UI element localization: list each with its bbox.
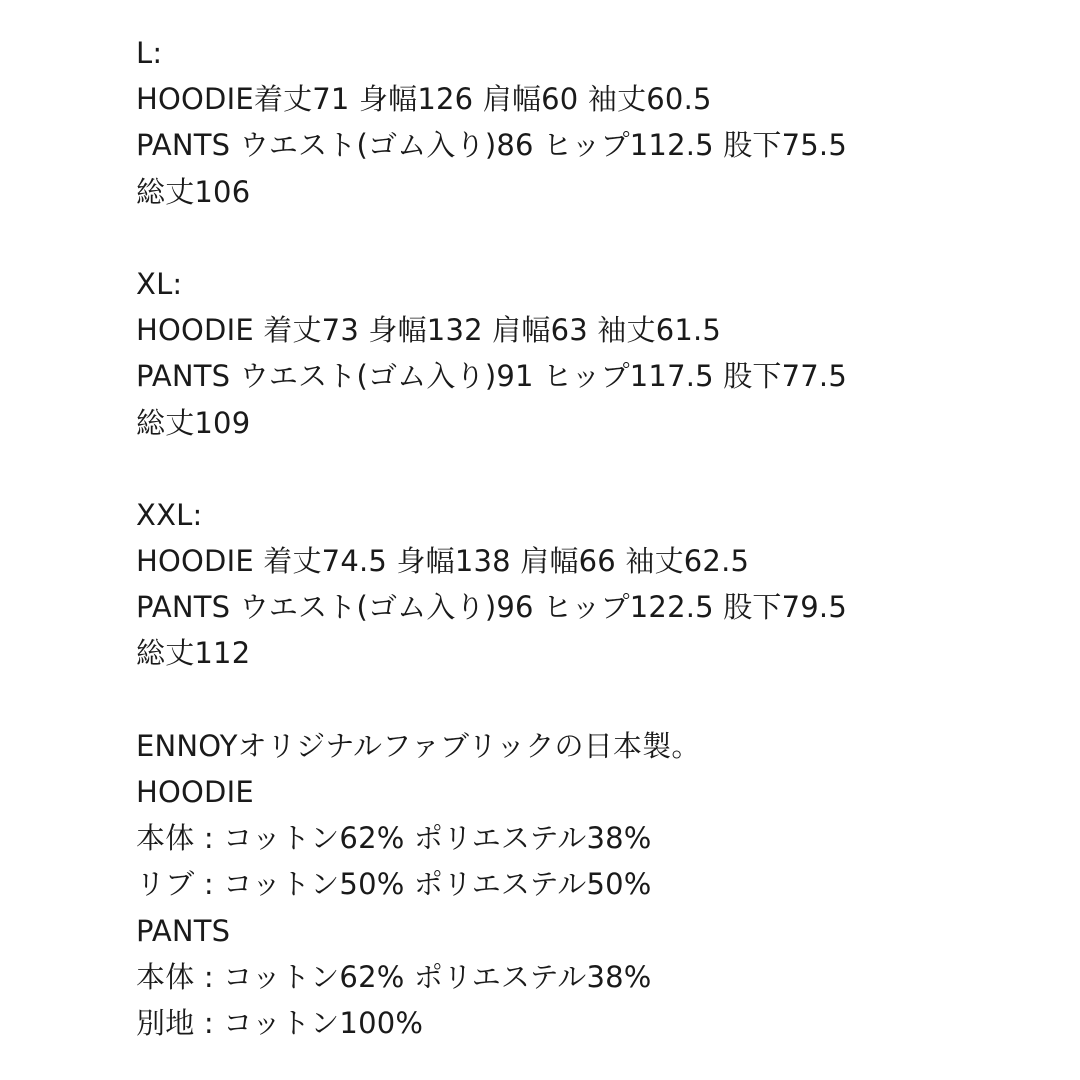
pants-measurements: PANTS ウエスト(ゴム入り)91 ヒップ117.5 股下77.5 [136, 359, 847, 394]
fabric-block [136, 723, 1036, 1046]
total-length: 総丈112 [136, 636, 251, 671]
spacer [136, 677, 1036, 723]
spacer [136, 215, 1036, 261]
total-length: 総丈109 [136, 405, 251, 440]
spacer [136, 446, 1036, 492]
hoodie-heading: HOODIE [136, 775, 254, 809]
total-length: 総丈106 [136, 174, 251, 209]
pants-measurements: PANTS ウエスト(ゴム入り)86 ヒップ112.5 股下75.5 [136, 128, 847, 163]
size-block-xl [136, 261, 1036, 446]
hoodie-rib-material: リブ : コットン50% ポリエステル50% [136, 867, 652, 902]
hoodie-measurements: HOODIE 着丈74.5 身幅138 肩幅66 袖丈62.5 [136, 544, 750, 579]
pants-heading: PANTS [136, 913, 231, 948]
pants-other-material: 別地 : コットン100% [136, 1005, 424, 1040]
size-block-xxl [136, 492, 1036, 677]
size-label: XL: [136, 266, 183, 301]
fabric-intro: ENNOYオリジナルファブリックの日本製。 [136, 728, 701, 763]
pants-body-material: 本体 : コットン62% ポリエステル38% [136, 959, 652, 994]
size-label: L: [136, 36, 163, 70]
hoodie-measurements: HOODIE着丈71 身幅126 肩幅60 袖丈60.5 [136, 82, 712, 117]
hoodie-body-material: 本体 : コットン62% ポリエステル38% [136, 821, 652, 856]
size-label: XXL: [136, 497, 203, 532]
product-description [136, 30, 1036, 1046]
pants-measurements: PANTS ウエスト(ゴム入り)96 ヒップ122.5 股下79.5 [136, 590, 847, 625]
hoodie-measurements: HOODIE 着丈73 身幅132 肩幅63 袖丈61.5 [136, 313, 722, 348]
size-block-l [136, 30, 1036, 215]
